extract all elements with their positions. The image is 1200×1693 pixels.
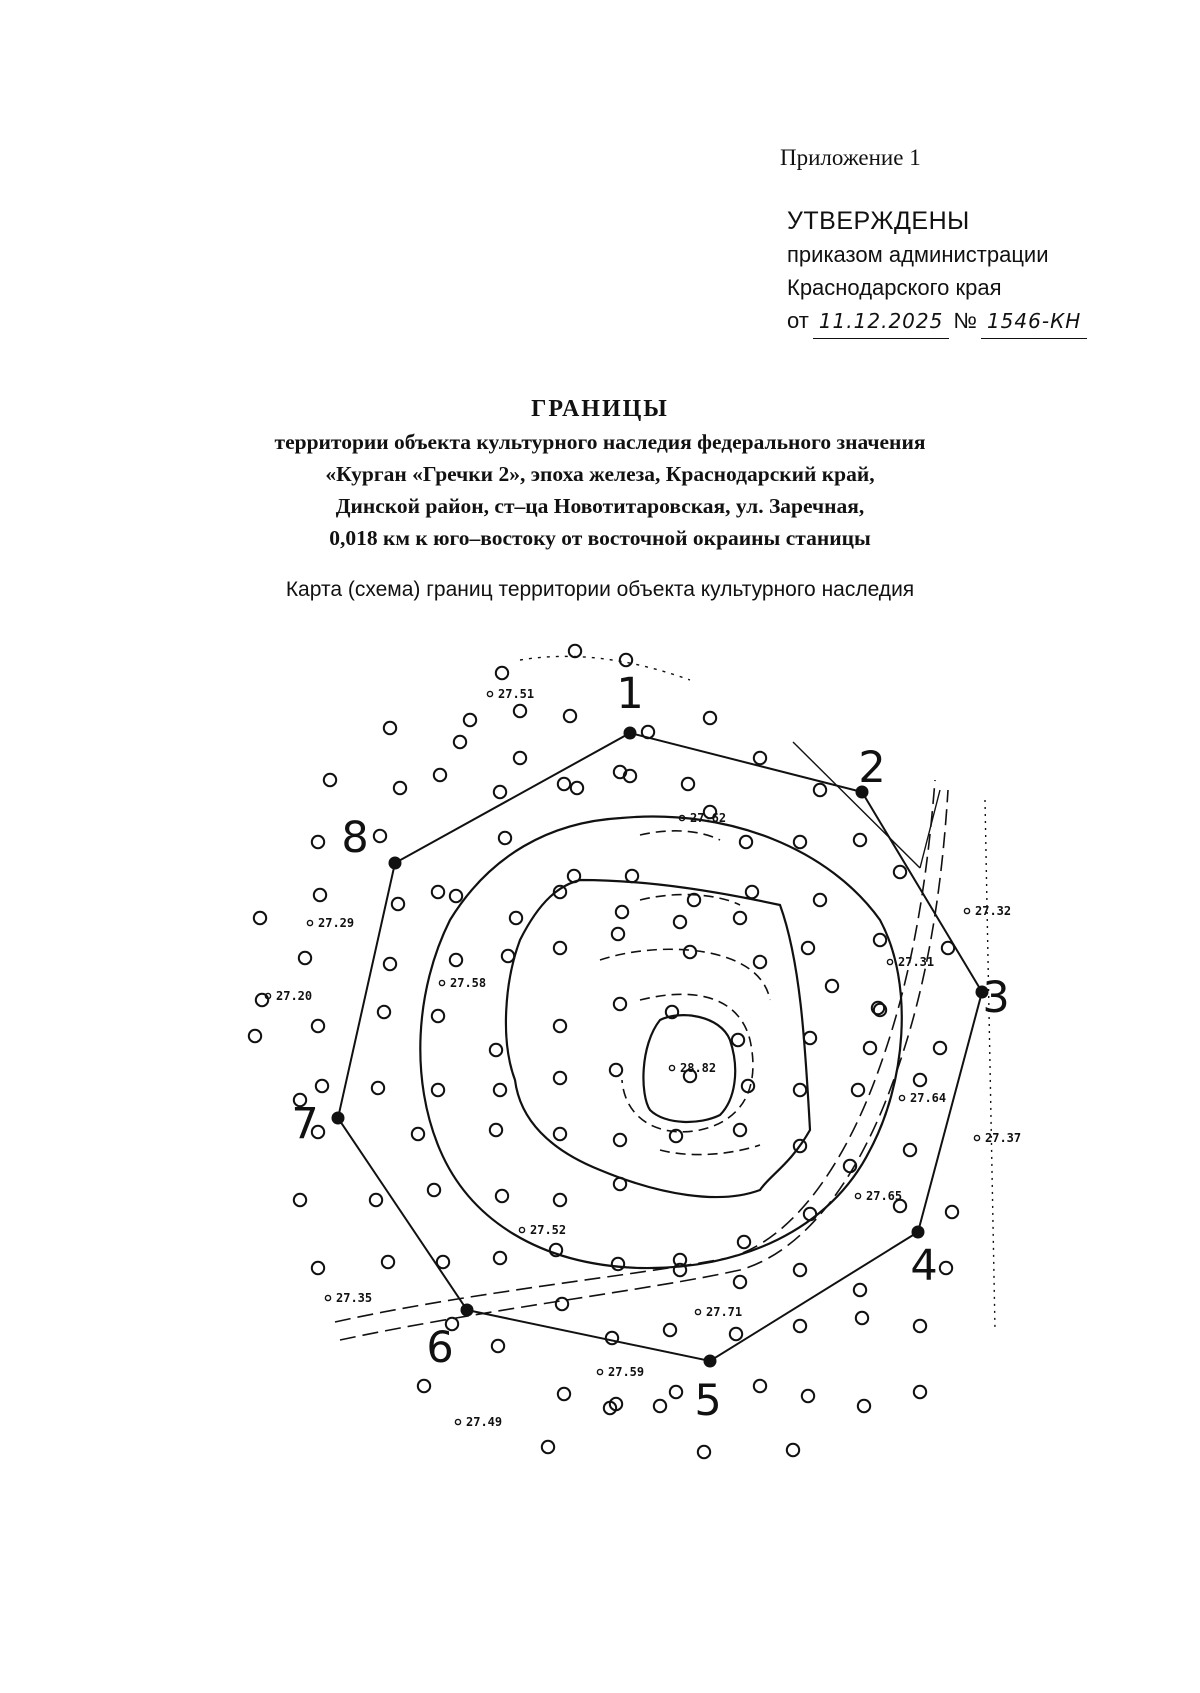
survey-dot (858, 1400, 870, 1412)
survey-dot (794, 836, 806, 848)
survey-dot (874, 934, 886, 946)
survey-dot (616, 906, 628, 918)
survey-dot (856, 1312, 868, 1324)
survey-dot (738, 1236, 750, 1248)
elevation-point (455, 1419, 460, 1424)
elevation-point (855, 1193, 860, 1198)
contour-lines (420, 817, 901, 1269)
survey-dot (314, 889, 326, 901)
survey-dot (514, 752, 526, 764)
title-line-3: Динской район, ст–ца Новотитаровская, ул. Заречная, (335, 494, 865, 518)
survey-dot (914, 1074, 926, 1086)
survey-dot (558, 778, 570, 790)
survey-dot (490, 1124, 502, 1136)
survey-dot (378, 1006, 390, 1018)
survey-dot (556, 1298, 568, 1310)
boundary-point-6 (461, 1304, 474, 1317)
elevation-label: 27.65 (866, 1189, 903, 1203)
survey-dot (620, 654, 632, 666)
survey-dot (374, 830, 386, 842)
survey-dot (670, 1386, 682, 1398)
survey-dot (704, 712, 716, 724)
boundary-point-7 (332, 1112, 345, 1125)
survey-dot (412, 1128, 424, 1140)
survey-dot (450, 890, 462, 902)
survey-dot (294, 1194, 306, 1206)
survey-dot (324, 774, 336, 786)
survey-dot (674, 916, 686, 928)
approved-heading: УТВЕРЖДЕНЫ (787, 207, 970, 235)
survey-dot (614, 998, 626, 1010)
survey-dot (612, 928, 624, 940)
survey-dot (554, 1072, 566, 1084)
survey-dot (249, 1030, 261, 1042)
survey-dot (826, 980, 838, 992)
survey-dot (254, 912, 266, 924)
elevation-point (695, 1309, 700, 1314)
boundary-point-label-7: 7 (291, 1099, 319, 1149)
elevation-label: 27.29 (318, 916, 355, 930)
survey-dot (256, 994, 268, 1006)
survey-dot (654, 1400, 666, 1412)
survey-dot (730, 1328, 742, 1340)
boundary-point-label-5: 5 (694, 1376, 722, 1426)
survey-dot (428, 1184, 440, 1196)
survey-dot (316, 1080, 328, 1092)
survey-dot (418, 1380, 430, 1392)
order-date: 11.12.2025 (813, 305, 950, 339)
order-number: 1546-КН (981, 305, 1087, 339)
order-line-2: Краснодарского края (787, 275, 1002, 300)
survey-dot (312, 1262, 324, 1274)
boundary-vertices (332, 727, 989, 1368)
elevation-label: 27.20 (276, 989, 313, 1003)
survey-dot (794, 1084, 806, 1096)
survey-dot (740, 836, 752, 848)
appendix-number: Приложение 1 (780, 145, 921, 170)
survey-dot (734, 912, 746, 924)
survey-dot (490, 1044, 502, 1056)
survey-dot (732, 1034, 744, 1046)
survey-dot (494, 786, 506, 798)
survey-dot (542, 1441, 554, 1453)
boundary-point-label-3: 3 (982, 973, 1010, 1023)
title-main: ГРАНИЦЫ (531, 396, 669, 422)
elevation-label: 27.62 (690, 811, 727, 825)
boundary-point-label-8: 8 (341, 813, 369, 863)
title-line-1: территории объекта культурного наследия федерального значения (274, 430, 926, 454)
elevation-point (325, 1295, 330, 1300)
survey-dot (804, 1032, 816, 1044)
survey-dot (496, 1190, 508, 1202)
elevation-point (439, 980, 444, 985)
survey-dot (946, 1206, 958, 1218)
survey-dot (754, 956, 766, 968)
survey-dot (514, 705, 526, 717)
survey-dot (610, 1064, 622, 1076)
survey-dot (754, 1380, 766, 1392)
survey-dot (684, 946, 696, 958)
elevation-label: 27.59 (608, 1365, 645, 1379)
fence-hook (920, 790, 940, 868)
survey-dot (934, 1042, 946, 1054)
survey-dot (432, 886, 444, 898)
elevation-point (597, 1369, 602, 1374)
survey-dot (682, 778, 694, 790)
survey-dot (558, 1388, 570, 1400)
survey-dot (392, 898, 404, 910)
survey-dot (794, 1264, 806, 1276)
survey-dot (734, 1124, 746, 1136)
survey-dot (754, 752, 766, 764)
survey-dot (612, 1258, 624, 1270)
survey-dot (496, 667, 508, 679)
survey-dot (614, 1134, 626, 1146)
survey-dot (742, 1080, 754, 1092)
survey-dot (554, 1128, 566, 1140)
survey-dot (312, 836, 324, 848)
survey-dot (494, 1084, 506, 1096)
survey-dot (382, 1256, 394, 1268)
survey-dot (454, 736, 466, 748)
survey-dot (554, 1194, 566, 1206)
boundary-point-8 (389, 857, 402, 870)
survey-dot (554, 942, 566, 954)
map-caption: Карта (схема) границ территории объекта культурного наследия (285, 578, 915, 601)
survey-dot (814, 894, 826, 906)
middle-contour (506, 880, 810, 1197)
fence-diagonal (793, 742, 920, 868)
elevation-point (307, 920, 312, 925)
survey-dot (384, 958, 396, 970)
survey-dot (852, 1084, 864, 1096)
order-line-1: приказом администрации (787, 242, 1049, 267)
survey-dot (664, 1324, 676, 1336)
survey-dot (492, 1340, 504, 1352)
survey-dot (787, 1444, 799, 1456)
survey-dot (802, 1390, 814, 1402)
fence-lines (520, 656, 995, 1330)
survey-dot (394, 782, 406, 794)
survey-dot (914, 1320, 926, 1332)
number-prefix: № (953, 308, 977, 333)
survey-dot (864, 1042, 876, 1054)
survey-dot (802, 942, 814, 954)
elevation-label: 27.49 (466, 1415, 503, 1429)
dashed-contour-4 (640, 831, 720, 840)
dashed-contour-5 (660, 1145, 760, 1155)
elevation-label: 27.31 (898, 955, 935, 969)
survey-dot (569, 645, 581, 657)
survey-dot (794, 1320, 806, 1332)
road-lines (335, 780, 948, 1340)
survey-dot (564, 710, 576, 722)
survey-dot (299, 952, 311, 964)
title-line-2: «Курган «Гречки 2», эпоха железа, Краснодарский край, (325, 462, 875, 486)
survey-dot (914, 1386, 926, 1398)
elevation-labels (265, 687, 1021, 1429)
title-line-4: 0,018 км к юго–востоку от восточной окраины станицы (329, 526, 871, 550)
survey-dot (814, 784, 826, 796)
boundary-point-label-6: 6 (426, 1323, 454, 1373)
survey-dot (502, 950, 514, 962)
survey-dot (854, 1284, 866, 1296)
survey-dot (432, 1084, 444, 1096)
elevation-label: 27.35 (336, 1291, 373, 1305)
boundary-point-label-4: 4 (910, 1241, 938, 1291)
boundary-point-label-2: 2 (858, 743, 886, 793)
survey-dot (698, 1446, 710, 1458)
survey-dot (554, 1020, 566, 1032)
survey-dot (894, 866, 906, 878)
date-prefix: от (787, 308, 809, 333)
survey-dot (312, 1020, 324, 1032)
survey-dot (464, 714, 476, 726)
survey-dot (904, 1144, 916, 1156)
elevation-label: 27.52 (530, 1223, 567, 1237)
elevation-label: 27.58 (450, 976, 487, 990)
elevation-label: 27.71 (706, 1305, 743, 1319)
survey-dot (434, 769, 446, 781)
dashed-contours (600, 831, 770, 1155)
survey-dot (734, 1276, 746, 1288)
survey-dot (940, 1262, 952, 1274)
survey-dot (450, 954, 462, 966)
elevation-point (487, 691, 492, 696)
boundary-point-5 (704, 1355, 717, 1368)
survey-dot (626, 870, 638, 882)
elevation-point (899, 1095, 904, 1100)
elevation-point (887, 959, 892, 964)
survey-dot (571, 782, 583, 794)
elevation-label: 27.32 (975, 904, 1012, 918)
elevation-point (974, 1135, 979, 1140)
survey-dot (854, 834, 866, 846)
survey-dot (510, 912, 522, 924)
survey-dot (494, 1252, 506, 1264)
survey-dot (432, 1010, 444, 1022)
elevation-point (669, 1065, 674, 1070)
survey-dot (688, 894, 700, 906)
elevation-label: 27.64 (910, 1091, 947, 1105)
elevation-label: 27.51 (498, 687, 535, 701)
survey-dot (372, 1082, 384, 1094)
elevation-point (519, 1227, 524, 1232)
survey-dot (499, 832, 511, 844)
survey-dot (370, 1194, 382, 1206)
boundary-point-4 (912, 1226, 925, 1239)
property-dotted-line (985, 800, 995, 1330)
north-dotted-arc (520, 656, 690, 680)
elevation-label: 28.82 (680, 1061, 717, 1075)
boundary-point-label-1: 1 (616, 669, 644, 719)
elevation-point (964, 908, 969, 913)
elevation-label: 27.37 (985, 1131, 1022, 1145)
boundary-point-1 (624, 727, 637, 740)
road-line-2 (335, 780, 938, 1322)
survey-dot (746, 886, 758, 898)
survey-dot (384, 722, 396, 734)
